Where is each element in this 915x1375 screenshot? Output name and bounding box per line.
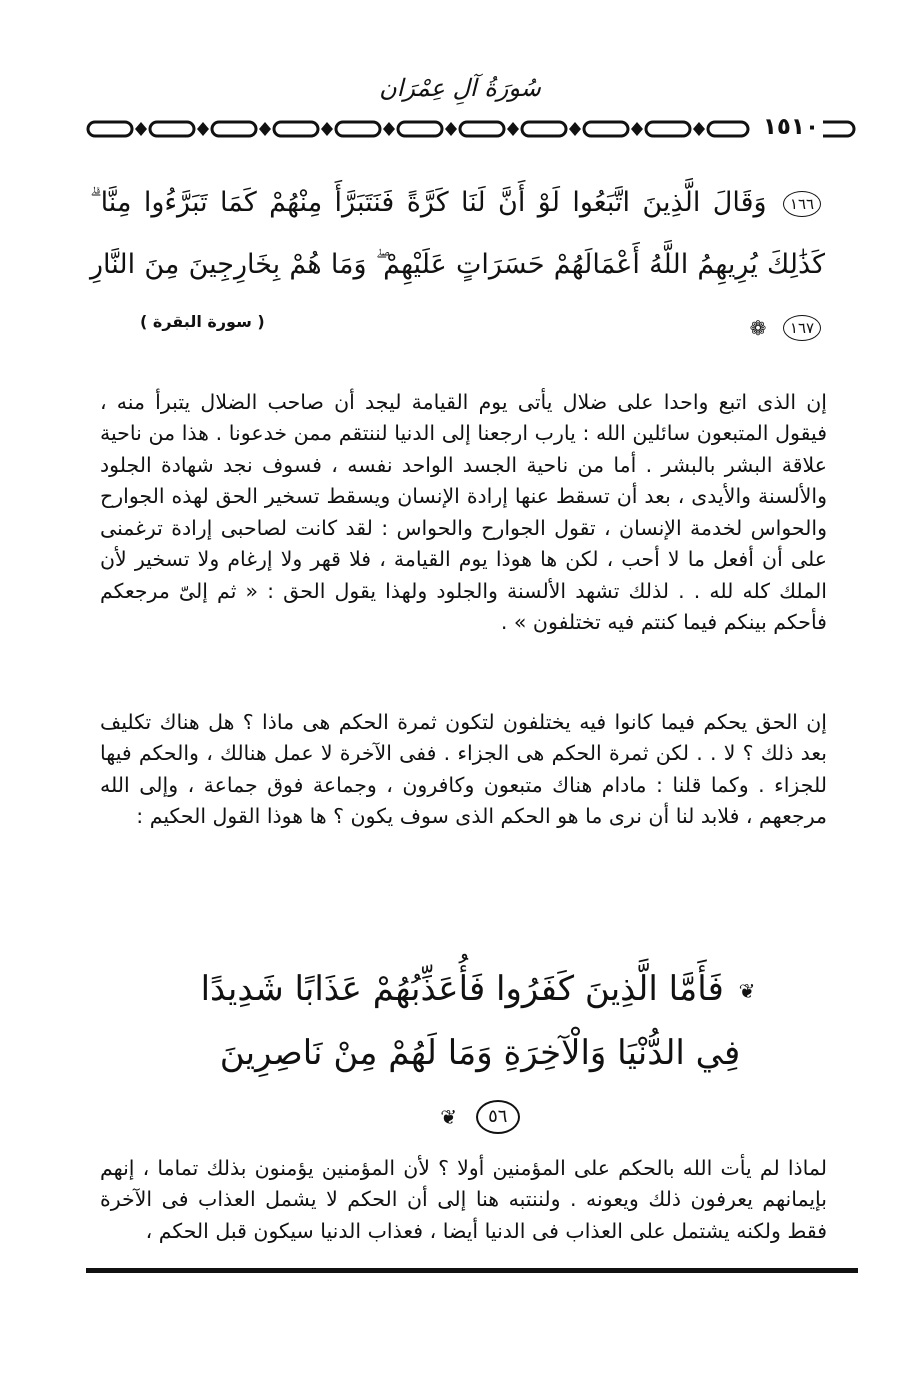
- verse-number-marker: ١٦٦: [783, 191, 821, 217]
- floral-ornament-icon: ❦: [738, 979, 756, 1003]
- verse-text: فَأَمَّا الَّذِينَ كَفَرُوا فَأُعَذِّبُهُمْ عَذَابًا شَدِيدًا فِي الدُّنْيَا وَالْآخِرَةِ وَمَا لَهُمْ مِنْ نَاصِرِينَ: [200, 969, 741, 1073]
- verse-number-marker: ٥٦: [476, 1100, 520, 1134]
- surah-title: سُورَةُ آلِ عِمْرَان: [379, 74, 541, 102]
- quran-verse-block-2: [195, 958, 765, 1148]
- floral-ornament-icon: ❦: [440, 1105, 457, 1129]
- bottom-rule-divider: [86, 1268, 858, 1273]
- page-number: ١٥١٠: [759, 114, 823, 140]
- commentary-paragraph: لماذا لم يأت الله بالحكم على المؤمنين أولا ؟ لأن المؤمنين يؤمنون بذلك تماما ، إنهم بإيمانهم يعرفون ذلك ويعونه . ولننتبه هنا إلى أن الحكم لا يشمل العذاب فى الآخرة فقط ولكنه يشتمل على العذاب فى الدنيا أيضا ، فعذاب الدنيا سيكون قبل الحكم ،: [100, 1155, 827, 1243]
- verse-end-ornament-icon: ❁: [749, 315, 767, 340]
- verse-text: وَقَالَ الَّذِينَ اتَّبَعُوا لَوْ أَنَّ لَنَا كَرَّةً فَنَتَبَرَّأَ مِنْهُمْ كَمَا تَبَرَّءُوا مِنَّا ۗ كَذَٰلِكَ يُرِيهِمُ اللَّهُ أَعْمَالَهُمْ حَسَرَاتٍ عَلَيْهِمْ ۖ وَمَا هُمْ بِخَارِجِينَ مِنَ النَّارِ: [90, 187, 825, 280]
- surah-reference: ( سورة البقرة ): [140, 312, 265, 331]
- commentary-paragraph: إن الحق يحكم فيما كانوا فيه يختلفون لتكون ثمرة الحكم هى ماذا ؟ هل هناك تكليف بعد ذلك ؟ لا . . لكن ثمرة الحكم هى الجزاء . ففى الآخرة لا عمل هنالك ، والحكم فيها للجزاء . وكما قلنا : مادام هناك متبعون وكافرون ، وجماعة فوق جماعة ، وإلى الله مرجعهم ، فلابد لنا أن نرى ما هو الحكم الذى سوف يكون ؟ ها هوذا القول الحكيم :: [100, 709, 827, 828]
- chain-border-ornament-icon: [84, 118, 859, 142]
- header-chain-border: [84, 114, 859, 142]
- commentary-paragraph: إن الذى اتبع واحدا على ضلال يأتى يوم القيامة ليجد أن صاحب الضلال يتبرأ منه ، فيقول المتبعون سائلين الله : يارب ارجعنا إلى الدنيا لننتقم ممن خدعونا . هذا من ناحية علاقة البشر بالبشر . أما من ناحية الجسد الواحد نفسه ، فسوف نجد شهادة الجلود والألسنة والأيدى ، بعد أن تسقط عنها إرادة الإنسان ويسقط تسخير الحق لهذه الجوارح والحواس لخدمة الإنسان ، تقول الجوارح والحواس : لقد كانت لصاحبى إرادة ترغمنى على أن أفعل ما لا أحب ، لكن ها هوذا يوم القيامة ، فلا قهر ولا إرغام ولا تسخير لأن الملك كله لله . . لذلك تشهد الألسنة والجلود ولهذا يقول الحق : « ثم إلىّ مرجعكم فأحكم بينكم فيما كنتم فيه تختلفون » .: [100, 389, 827, 634]
- verse-number-marker: ١٦٧: [783, 315, 821, 341]
